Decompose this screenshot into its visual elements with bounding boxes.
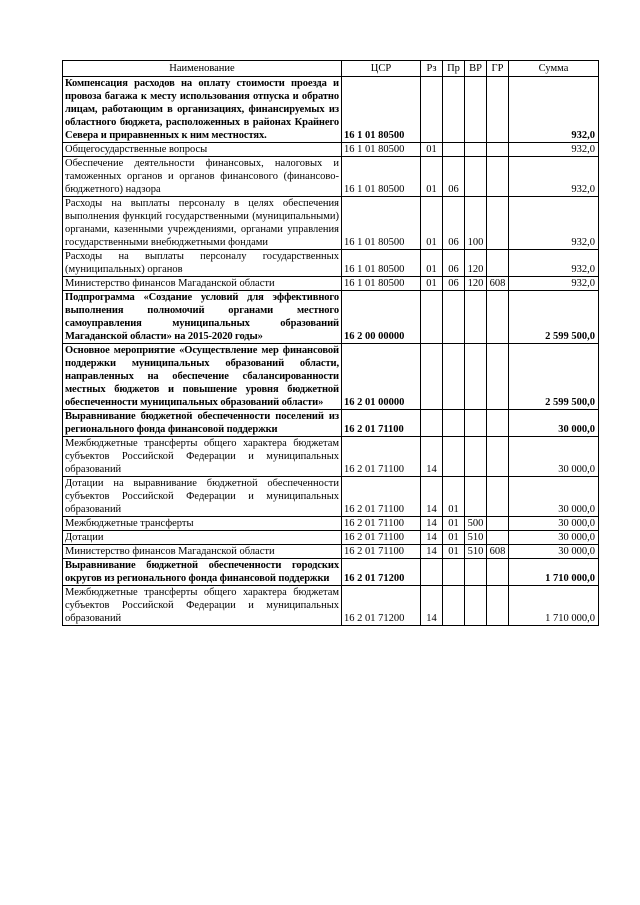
cell-pr [443, 291, 465, 344]
table-row [63, 517, 599, 531]
cell-csr: 16 1 01 80500 [342, 77, 421, 143]
header-pr: Пр [443, 61, 465, 77]
cell-rz: 01 [421, 143, 443, 157]
cell-sum: 932,0 [509, 143, 599, 157]
cell-vr [465, 143, 487, 157]
cell-name: Министерство финансов Магаданской области [63, 277, 342, 291]
cell-csr: 16 1 01 80500 [342, 157, 421, 197]
cell-name: Основное мероприятие «Осуществление мер финансовой поддержки муниципальных образований области, направленных на обеспечение сбалансированности местных бюджетов и повышение уровня бюджетной обеспеченности муниципальных образований области» [63, 344, 342, 410]
cell-gr [487, 250, 509, 277]
cell-sum: 30 000,0 [509, 410, 599, 437]
header-csr: ЦСР [342, 61, 421, 77]
cell-vr: 510 [465, 545, 487, 559]
cell-gr [487, 157, 509, 197]
table-row [63, 410, 599, 437]
cell-csr: 16 2 01 71100 [342, 545, 421, 559]
cell-gr [487, 477, 509, 517]
cell-csr: 16 2 01 71100 [342, 437, 421, 477]
cell-vr: 100 [465, 197, 487, 250]
header-name: Наименование [63, 61, 342, 77]
cell-csr: 16 1 01 80500 [342, 277, 421, 291]
cell-pr [443, 437, 465, 477]
cell-pr: 06 [443, 250, 465, 277]
cell-sum: 932,0 [509, 197, 599, 250]
header-vr: ВР [465, 61, 487, 77]
cell-vr [465, 344, 487, 410]
header-gr: ГР [487, 61, 509, 77]
cell-pr: 01 [443, 477, 465, 517]
cell-name: Обеспечение деятельности финансовых, налоговых и таможенных органов и органов финансового (финансово-бюджетного) надзора [63, 157, 342, 197]
cell-pr: 06 [443, 277, 465, 291]
cell-csr: 16 2 00 00000 [342, 291, 421, 344]
table-header-row [63, 61, 599, 77]
cell-vr [465, 157, 487, 197]
cell-sum: 30 000,0 [509, 545, 599, 559]
cell-sum: 30 000,0 [509, 531, 599, 545]
cell-gr [487, 197, 509, 250]
cell-sum: 30 000,0 [509, 437, 599, 477]
cell-pr: 01 [443, 545, 465, 559]
cell-name: Межбюджетные трансферты [63, 517, 342, 531]
table-row [63, 277, 599, 291]
cell-rz: 14 [421, 437, 443, 477]
document-page [62, 60, 598, 626]
cell-rz: 14 [421, 477, 443, 517]
cell-csr: 16 2 01 71200 [342, 586, 421, 626]
budget-table [62, 60, 599, 626]
table-row [63, 291, 599, 344]
cell-rz [421, 410, 443, 437]
cell-rz: 01 [421, 197, 443, 250]
cell-vr [465, 291, 487, 344]
cell-gr [487, 143, 509, 157]
table-row [63, 250, 599, 277]
table-row [63, 157, 599, 197]
cell-name: Дотации на выравнивание бюджетной обеспеченности субъектов Российской Федерации и муниципальных образований [63, 477, 342, 517]
table-row [63, 77, 599, 143]
cell-pr [443, 410, 465, 437]
cell-vr [465, 477, 487, 517]
cell-gr [487, 517, 509, 531]
cell-name: Дотации [63, 531, 342, 545]
cell-vr [465, 77, 487, 143]
cell-pr: 01 [443, 531, 465, 545]
cell-gr: 608 [487, 545, 509, 559]
cell-gr: 608 [487, 277, 509, 291]
cell-gr [487, 410, 509, 437]
cell-rz: 14 [421, 531, 443, 545]
cell-vr [465, 410, 487, 437]
table-row [63, 437, 599, 477]
cell-csr: 16 2 01 71200 [342, 559, 421, 586]
cell-vr [465, 559, 487, 586]
cell-csr: 16 1 01 80500 [342, 250, 421, 277]
cell-gr [487, 586, 509, 626]
cell-rz [421, 77, 443, 143]
cell-vr [465, 586, 487, 626]
cell-vr: 120 [465, 250, 487, 277]
cell-pr: 06 [443, 157, 465, 197]
cell-sum: 2 599 500,0 [509, 291, 599, 344]
cell-gr [487, 559, 509, 586]
table-row [63, 197, 599, 250]
cell-rz [421, 291, 443, 344]
cell-pr: 01 [443, 517, 465, 531]
cell-csr: 16 2 01 71100 [342, 517, 421, 531]
header-sum: Сумма [509, 61, 599, 77]
cell-rz: 14 [421, 545, 443, 559]
cell-gr [487, 531, 509, 545]
cell-sum: 2 599 500,0 [509, 344, 599, 410]
cell-csr: 16 2 01 71100 [342, 531, 421, 545]
cell-pr [443, 143, 465, 157]
cell-pr [443, 344, 465, 410]
cell-rz [421, 559, 443, 586]
cell-name: Межбюджетные трансферты общего характера бюджетам субъектов Российской Федерации и муниципальных образований [63, 586, 342, 626]
table-row [63, 143, 599, 157]
cell-pr [443, 77, 465, 143]
table-row [63, 586, 599, 626]
cell-name: Общегосударственные вопросы [63, 143, 342, 157]
table-row [63, 545, 599, 559]
cell-vr [465, 437, 487, 477]
cell-name: Выравнивание бюджетной обеспеченности городских округов из регионального фонда финансовой поддержки [63, 559, 342, 586]
cell-name: Министерство финансов Магаданской области [63, 545, 342, 559]
cell-name: Выравнивание бюджетной обеспеченности поселений из регионального фонда финансовой поддержки [63, 410, 342, 437]
cell-name: Компенсация расходов на оплату стоимости проезда и провоза багажа к месту использования отпуска и обратно лицам, работающим в организациях, финансируемых из областного бюджета, расположенных в районах Крайнего Севера и приравненных к ним местностях. [63, 77, 342, 143]
table-row [63, 477, 599, 517]
header-rz: Рз [421, 61, 443, 77]
table-row [63, 559, 599, 586]
cell-pr [443, 559, 465, 586]
cell-sum: 932,0 [509, 77, 599, 143]
cell-sum: 1 710 000,0 [509, 586, 599, 626]
cell-sum: 932,0 [509, 157, 599, 197]
cell-sum: 30 000,0 [509, 477, 599, 517]
cell-csr: 16 1 01 80500 [342, 197, 421, 250]
cell-rz: 14 [421, 517, 443, 531]
cell-csr: 16 2 01 71100 [342, 410, 421, 437]
cell-pr [443, 586, 465, 626]
table-row [63, 344, 599, 410]
cell-rz [421, 344, 443, 410]
cell-sum: 932,0 [509, 250, 599, 277]
cell-csr: 16 2 01 71100 [342, 477, 421, 517]
cell-rz: 01 [421, 157, 443, 197]
cell-name: Расходы на выплаты персоналу государственных (муниципальных) органов [63, 250, 342, 277]
cell-gr [487, 344, 509, 410]
cell-vr: 510 [465, 531, 487, 545]
cell-rz: 01 [421, 250, 443, 277]
cell-name: Подпрограмма «Создание условий для эффективного выполнения полномочий органами местного самоуправления муниципальных образований Магаданской области» на 2015-2020 годы» [63, 291, 342, 344]
cell-gr [487, 77, 509, 143]
cell-name: Межбюджетные трансферты общего характера бюджетам субъектов Российской Федерации и муниципальных образований [63, 437, 342, 477]
cell-vr: 120 [465, 277, 487, 291]
cell-pr: 06 [443, 197, 465, 250]
table-row [63, 531, 599, 545]
cell-sum: 932,0 [509, 277, 599, 291]
cell-vr: 500 [465, 517, 487, 531]
cell-rz: 14 [421, 586, 443, 626]
cell-sum: 1 710 000,0 [509, 559, 599, 586]
cell-rz: 01 [421, 277, 443, 291]
cell-csr: 16 2 01 00000 [342, 344, 421, 410]
cell-name: Расходы на выплаты персоналу в целях обеспечения выполнения функций государственными (муниципальными) органами, казенными учреждениями, органами управления государственными внебюджетными фондами [63, 197, 342, 250]
cell-csr: 16 1 01 80500 [342, 143, 421, 157]
cell-gr [487, 437, 509, 477]
cell-sum: 30 000,0 [509, 517, 599, 531]
cell-gr [487, 291, 509, 344]
